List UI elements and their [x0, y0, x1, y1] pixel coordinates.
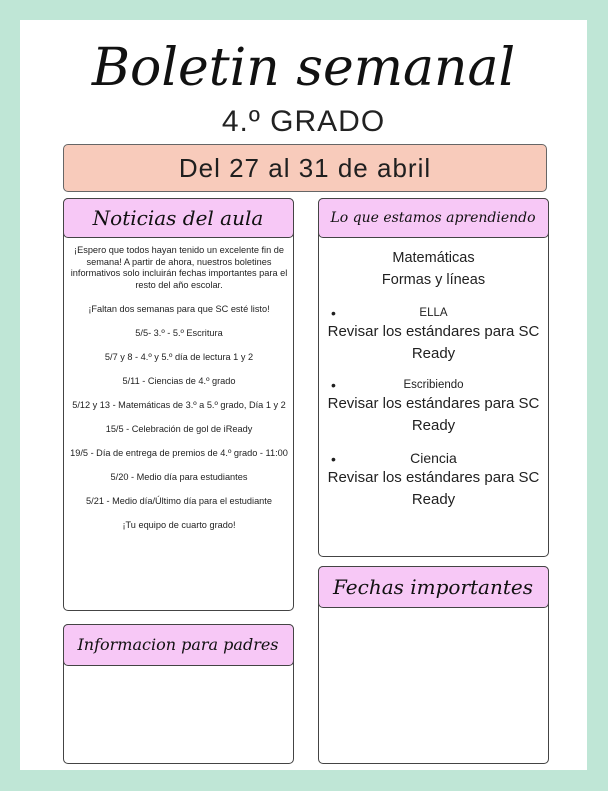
bullet-icon: • [331, 377, 336, 393]
main-subject: Matemáticas [392, 250, 475, 266]
news-intro: ¡Espero que todos hayan tenido un excelente fin de semana! A partir de ahora, nuestros boletines informativos solo incluirán fechas importantes para el resto del año escolar. [70, 245, 288, 290]
learning-detail: Revisar los estándares para SC Ready [327, 323, 540, 362]
learning-item [319, 449, 548, 511]
main-topic: Formas y líneas [381, 272, 486, 288]
learning-item [319, 305, 548, 365]
news-event: 15/5 - Celebración de gol de iReady [105, 423, 253, 434]
classroom-news-body [70, 245, 288, 544]
bullet-icon: • [331, 305, 336, 321]
learning-subject: Ciencia [410, 450, 457, 466]
learning-item [319, 377, 548, 437]
classroom-news-heading: Noticias del aula [63, 198, 294, 238]
news-event: 5/21 - Medio día/Último día para el estudiante [86, 495, 272, 506]
news-event: 5/7 y 8 - 4.º y 5.º día de lectura 1 y 2 [104, 351, 254, 362]
news-event: 5/11 - Ciencias de 4.º grado [122, 375, 236, 386]
learning-main [319, 247, 548, 291]
classroom-news-box [63, 198, 294, 611]
important-dates-heading: Fechas importantes [318, 566, 549, 608]
learning-detail: Revisar los estándares para SC Ready [327, 395, 540, 434]
grade-subtitle: 4.º GRADO [221, 105, 386, 138]
news-event: 5/20 - Medio día para estudiantes [110, 471, 248, 482]
learning-detail: Revisar los estándares para SC Ready [327, 469, 540, 508]
news-event: 5/12 y 13 - Matemáticas de 3.º a 5.º grado, Día 1 y 2 [72, 399, 286, 410]
newsletter-sheet [20, 20, 587, 770]
date-range-banner: Del 27 al 31 de abril [63, 144, 547, 192]
news-event: 5/5- 3.º - 5.º Escritura [135, 327, 223, 338]
news-countdown: ¡Faltan dos semanas para que SC esté listo! [88, 303, 270, 314]
newsletter-title: Boletin semanal [91, 38, 516, 98]
bullet-icon: • [331, 451, 336, 467]
learning-subject: ELLA [419, 307, 448, 319]
learning-heading: Lo que estamos aprendiendo [318, 198, 549, 238]
learning-box [318, 198, 549, 557]
news-event: 19/5 - Día de entrega de premios de 4.º grado - 11:00 [70, 447, 288, 458]
learning-body [319, 247, 548, 523]
important-dates-box [318, 566, 549, 764]
news-signoff: ¡Tu equipo de cuarto grado! [122, 519, 236, 530]
parent-info-heading: Informacion para padres [63, 624, 294, 666]
parent-info-box [63, 624, 294, 764]
learning-subject: Escribiendo [403, 379, 464, 391]
